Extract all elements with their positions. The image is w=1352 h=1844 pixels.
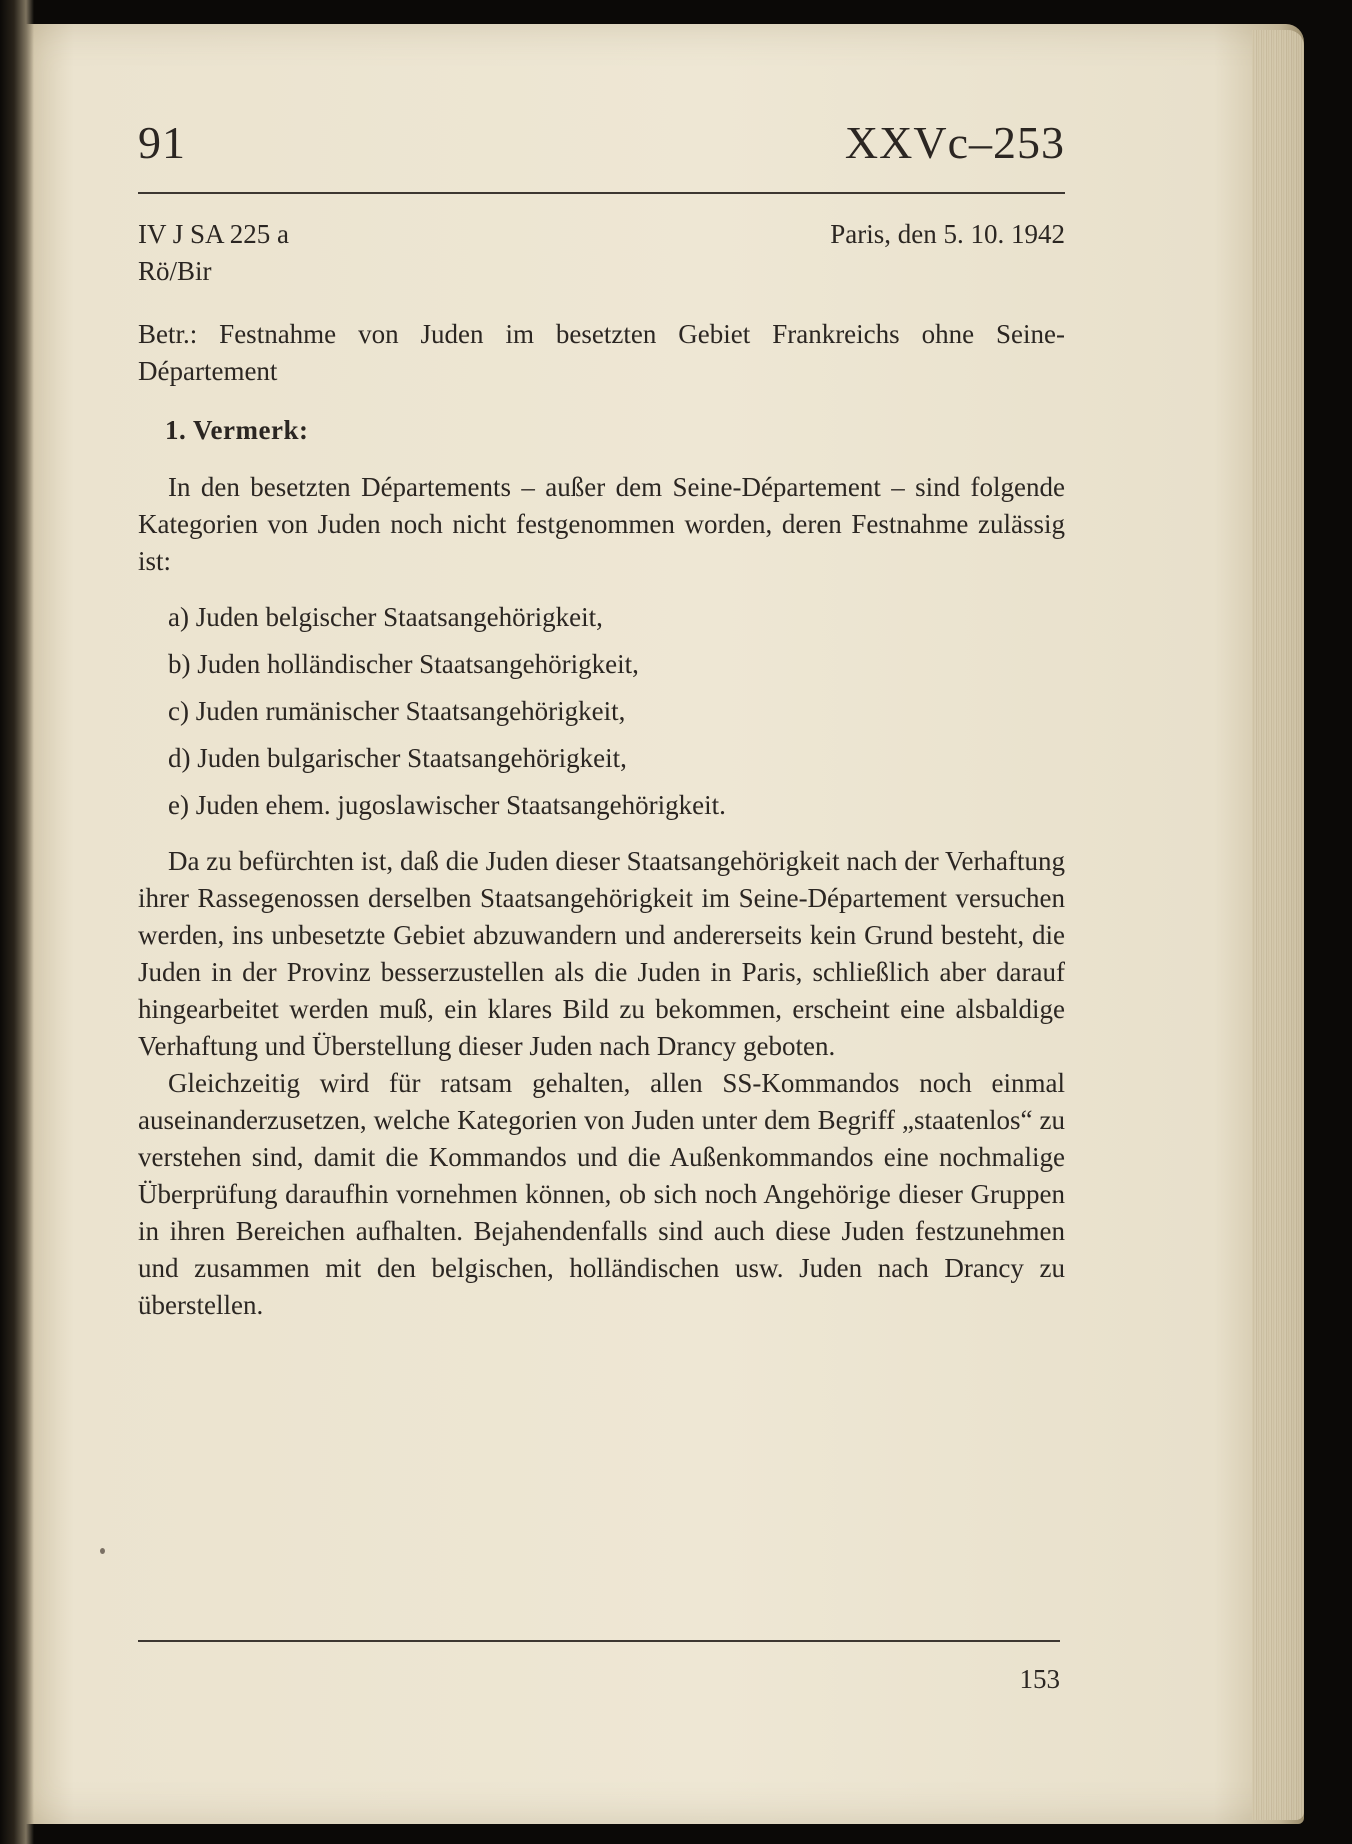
list-item: e) Juden ehem. jugoslawischer Staatsangehörigkeit.	[168, 790, 726, 820]
page-content	[138, 114, 1065, 1324]
file-reference	[138, 216, 289, 290]
body-paragraph: Gleichzeitig wird für ratsam gehalten, allen SS-Kommandos noch einmal auseinanderzusetzen, welche Kategorien von Juden unter dem Begriff „staatenlos“ zu verstehen sind, damit die Kommandos und die Außenkommandos eine nochmalige Überprüfung daraufhin vornehmen können, ob sich noch Angehörige dieser Gruppen in ihren Bereichen aufhalten. Bejahendenfalls sind auch diese Juden festzunehmen und zusammen mit den belgischen, holländischen usw. Juden nach Drancy zu überstellen.	[138, 1068, 1065, 1320]
list-item: d) Juden bulgarischer Staatsangehörigkeit,	[168, 743, 627, 773]
footer-rule	[138, 1640, 1060, 1642]
header-left-number: 91	[138, 117, 186, 168]
page-footer	[138, 1640, 1060, 1695]
paper-speck	[100, 1548, 105, 1554]
list-item: a) Juden belgischer Staatsangehörigkeit,	[168, 602, 603, 632]
list-item: c) Juden rumänischer Staatsangehörigkeit,	[168, 696, 626, 726]
header-rule	[138, 192, 1065, 194]
file-number: IV J SA 225 a	[138, 219, 290, 249]
running-header	[138, 114, 1065, 172]
list-item: b) Juden holländischer Staatsangehörigkeit,	[168, 649, 639, 679]
author-initials: Rö/Bir	[138, 256, 212, 286]
reference-block	[138, 216, 1065, 290]
category-list	[138, 594, 1065, 829]
subject-line: Betr.: Festnahme von Juden im besetzten Gebiet Frankreichs ohne Seine-Département	[138, 319, 1065, 386]
book-binding	[0, 0, 34, 1844]
place-date: Paris, den 5. 10. 1942	[830, 219, 1065, 249]
section-heading: 1. Vermerk:	[165, 415, 309, 445]
page-number: 153	[1019, 1664, 1060, 1694]
document-code: XXVc–253	[844, 117, 1065, 168]
body-paragraph: Da zu befürchten ist, daß die Juden dieser Staatsangehörigkeit nach der Verhaftung ihrer Rassegenossen derselben Staatsangehörigkeit im Seine-Département versuchen werden, ins unbesetzte Gebiet abzuwandern und andererseits kein Grund besteht, die Juden in der Provinz besserzustellen als die Juden in Paris, schließlich aber darauf hingearbeitet werden muß, ein klares Bild zu bekommen, erscheint eine alsbaldige Verhaftung und Überstellung dieser Juden nach Drancy geboten.	[138, 846, 1065, 1061]
intro-paragraph: In den besetzten Départements – außer dem Seine-Département – sind folgende Kategorien von Juden noch nicht festgenommen worden, deren Festnahme zulässig ist:	[138, 472, 1065, 576]
page-edges	[1252, 30, 1304, 1820]
